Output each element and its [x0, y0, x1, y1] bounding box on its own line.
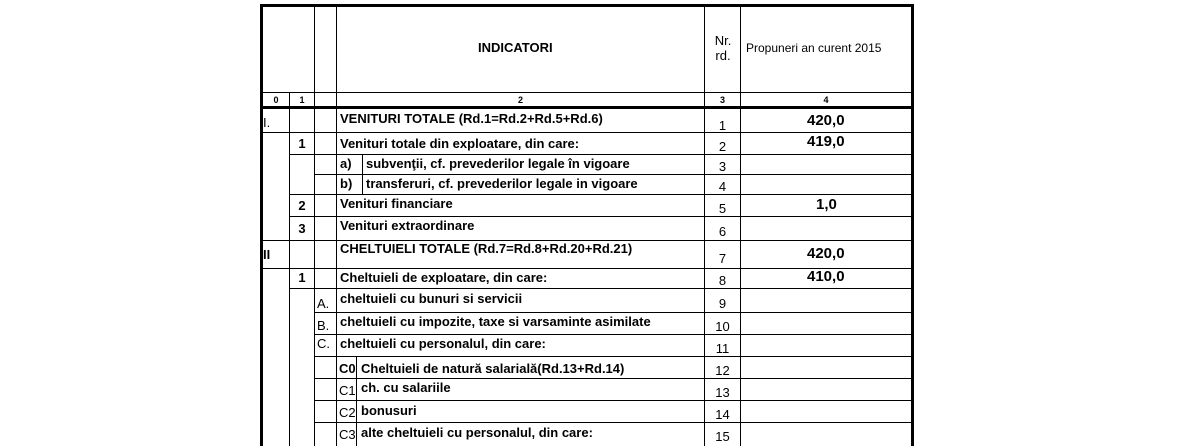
row-8-value: 410,0 — [807, 268, 845, 285]
row-line — [314, 312, 914, 313]
header-bottom-line — [260, 92, 914, 93]
row-6-label: Venituri extraordinare — [340, 218, 475, 233]
row-15-sub: C3 — [339, 427, 356, 442]
row-7-roman: II — [263, 247, 271, 262]
col-number-3: 3 — [719, 95, 725, 105]
row-line — [289, 216, 914, 217]
row-line — [289, 194, 914, 195]
row-4-sub: b) — [340, 176, 353, 191]
header-nr-rd-line2: rd. — [715, 48, 731, 63]
row-11-sub: C. — [317, 336, 330, 351]
row-15-nr: 15 — [715, 429, 730, 444]
row-5-num: 2 — [298, 198, 306, 213]
budget-table — [260, 4, 914, 446]
row-11-label: cheltuieli cu personalul, din care: — [340, 336, 546, 351]
row-1-label: VENITURI TOTALE (Rd.1=Rd.2+Rd.5+Rd.6) — [340, 111, 603, 126]
row-7-nr: 7 — [718, 251, 727, 266]
col-numbers-bottom-line — [260, 106, 914, 109]
row-3-sub: a) — [340, 156, 352, 171]
row-5-label: Venituri financiare — [340, 196, 453, 211]
row-13-sub: C1 — [339, 383, 356, 398]
row-line — [289, 288, 914, 289]
row-14-label: bonusuri — [361, 403, 417, 418]
col-line-3-4 — [740, 4, 741, 446]
row-7-label: CHELTUIELI TOTALE (Rd.7=Rd.8+Rd.20+Rd.21) — [340, 241, 633, 256]
row-8-num: 1 — [298, 270, 306, 285]
row-6-num: 3 — [298, 221, 306, 236]
row-9-label: cheltuieli cu bunuri si servicii — [340, 291, 523, 306]
row-5-value: 1,0 — [816, 196, 837, 213]
row-line — [314, 400, 914, 401]
col-number-1: 1 — [299, 95, 305, 105]
col-line-1-2 — [314, 4, 315, 446]
row-13-nr: 13 — [715, 385, 730, 400]
row-1-roman: I. — [263, 115, 271, 130]
header-nr-rd-line1: Nr. — [714, 33, 732, 48]
row-2-nr: 2 — [718, 139, 727, 154]
row-10-nr: 10 — [715, 319, 730, 334]
col-line-sub-ab — [362, 154, 363, 194]
row-line — [314, 356, 914, 357]
row-9-nr: 9 — [718, 296, 727, 311]
row-12-sub: C0 — [339, 361, 356, 376]
row-12-label: Cheltuieli de natură salarială(Rd.13+Rd.14) — [361, 361, 625, 376]
row-15-label: alte cheltuieli cu personalul, din care: — [361, 425, 593, 440]
row-3-nr: 3 — [718, 159, 727, 174]
row-2-label: Venituri totale din exploatare, din care: — [340, 136, 580, 151]
row-5-nr: 5 — [718, 201, 727, 216]
row-9-sub: A. — [317, 296, 330, 311]
row-line — [314, 174, 914, 175]
col-line-1-2-inner — [336, 4, 337, 446]
row-11-nr: 11 — [715, 341, 730, 356]
table-left-border — [260, 4, 263, 446]
row-13-label: ch. cu salariile — [361, 380, 451, 395]
row-8-label: Cheltuieli de exploatare, din care: — [340, 270, 548, 285]
row-line — [314, 334, 914, 335]
row-line — [314, 378, 914, 379]
row-10-sub: B. — [317, 318, 330, 333]
row-6-nr: 6 — [718, 224, 727, 239]
table-right-border — [911, 4, 914, 446]
col-number-2: 2 — [517, 95, 523, 105]
row-7-value: 420,0 — [807, 245, 845, 262]
row-14-nr: 14 — [715, 407, 730, 422]
row-8-nr: 8 — [718, 273, 727, 288]
row-1-value: 420,0 — [807, 112, 845, 129]
header-propuneri: Propuneri an curent 2015 — [746, 41, 882, 55]
row-2-value: 419,0 — [807, 133, 845, 150]
row-4-label: transferuri, cf. prevederilor legale in vigoare — [366, 176, 638, 191]
row-12-nr: 12 — [715, 363, 730, 378]
col-number-4: 4 — [823, 95, 829, 105]
table-top-border — [260, 4, 914, 7]
row-10-label: cheltuieli cu impozite, taxe si varsaminte asimilate — [340, 314, 651, 329]
col-number-0: 0 — [273, 95, 279, 105]
row-1-nr: 1 — [718, 118, 727, 133]
col-line-sub-c — [356, 356, 357, 446]
row-4-nr: 4 — [718, 179, 727, 194]
row-3-label: subvenţii, cf. prevederilor legale în vigoare — [366, 156, 630, 171]
row-line — [314, 422, 914, 423]
header-indicatori: INDICATORI — [478, 40, 553, 55]
row-2-num: 1 — [298, 136, 306, 151]
row-line — [289, 154, 914, 155]
row-14-sub: C2 — [339, 405, 356, 420]
